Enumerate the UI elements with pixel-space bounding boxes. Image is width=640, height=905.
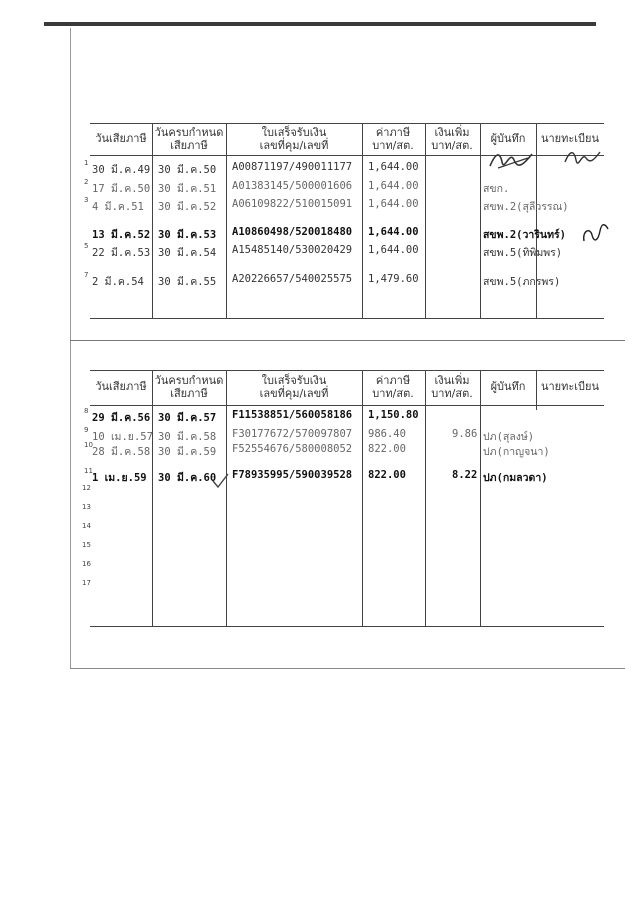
row-number: 16 [82,560,91,568]
receipt-number-cell: A01383145/500001606 [232,180,353,192]
table-2-header-line [90,405,604,406]
column-header-line: บาท/สต. [431,387,473,400]
table-1-top-line [90,123,604,124]
tax-amount-cell: 1,644.00 [368,244,419,256]
paid-date-cell: 22 มี.ค.53 [92,247,151,259]
table-2-col-line [480,370,481,626]
row-number: 2 [84,178,89,186]
officer-cell: สขพ.5(ภกรพร) [483,276,561,288]
officer-cell: สขพ.2(วารินทร์) [483,229,566,241]
recorder-cell: ปภ(สุลงษ์) [483,431,535,443]
column-header [520,380,620,393]
row-number: 9 [84,426,89,434]
tax-amount-cell: 822.00 [368,469,406,481]
row-number: 10 [84,441,93,449]
due-date-cell: 30 มี.ค.51 [158,183,217,195]
receipt-number-cell: F78935995/590039528 [232,469,353,481]
due-date-cell: 30 มี.ค.60 [158,472,217,484]
row-number: 15 [82,541,91,549]
paid-date-cell: 4 มี.ค.51 [92,201,144,213]
page-bottom-line [70,668,625,669]
column-header-line: เลขที่คุม/เลขที่ [259,387,329,400]
column-header-line: วันเสียภาษี [95,132,147,145]
paid-date-cell: 17 มี.ค.50 [92,183,151,195]
row-number: 5 [84,242,89,250]
table-2-col-line [226,370,227,626]
receipt-number-cell: A06109822/510015091 [232,198,353,210]
column-header [244,374,344,400]
column-header-line: เลขที่คุม/เลขที่ [259,139,329,152]
left-margin-line [70,28,71,668]
paid-date-cell: 29 มี.ค.56 [92,412,151,424]
column-header-line: วันครบกำหนด [154,374,224,387]
row-number: 11 [84,467,93,475]
paid-date-cell: 1 เม.ย.59 [92,472,147,484]
column-header-line: วันครบกำหนด [154,126,224,139]
paid-date-cell: 28 มี.ค.58 [92,446,151,458]
row-number: 17 [82,579,91,587]
receipt-number-cell: F11538851/560058186 [232,409,353,421]
column-header-line: ใบเสร็จรับเงิน [261,126,327,139]
due-date-cell: 30 มี.ค.53 [158,229,217,241]
officer-signature-icon [562,148,602,168]
tax-amount-cell: 1,150.80 [368,409,419,421]
receipt-number-cell: F30177672/570097807 [232,428,353,440]
column-header-line: ค่าภาษี [375,374,411,387]
column-header-line: เสียภาษี [170,387,208,400]
tax-amount-cell: 1,644.00 [368,226,419,238]
row-number: 8 [84,407,89,415]
table-2-col-line [152,370,153,626]
row-number: 12 [82,484,91,492]
officer-signature-icon [580,223,610,245]
table-1-col-line [480,123,481,318]
checkmark-icon [210,472,230,490]
column-header-line: นายทะเบียน [540,380,599,393]
surcharge-cell: 8.22 [452,469,478,481]
receipt-number-cell: A20226657/540025575 [232,273,353,285]
paid-date-cell: 2 มี.ค.54 [92,276,144,288]
receipt-number-cell: F52554676/580008052 [232,443,353,455]
due-date-cell: 30 มี.ค.55 [158,276,217,288]
section-separator [70,340,625,341]
paid-date-cell: 10 เม.ย.57 [92,431,153,443]
table-1-col-line [425,123,426,318]
table-2-col-line [425,370,426,626]
table-2-col-line [362,370,363,626]
receipt-number-cell: A10860498/520018480 [232,226,353,238]
column-header-line: ค่าภาษี [375,126,411,139]
paid-date-cell: 13 มี.ค.52 [92,229,151,241]
table-2-bottom-line [90,626,604,627]
officer-cell: สขพ.5(ทิพิมพร) [483,247,563,259]
table-2-top-line [90,370,604,371]
officer-cell: สขก. [483,183,510,195]
table-1-col-line [226,123,227,318]
column-header-line: เงินเพิ่ม [434,374,470,387]
column-header-line: บาท/สต. [431,139,473,152]
column-header [520,132,620,145]
row-number: 13 [82,503,91,511]
top-border [44,22,596,26]
recorder-cell: ปภ(กมลวดา) [483,472,548,484]
row-number: 3 [84,196,89,204]
column-header [139,374,239,400]
column-header [244,126,344,152]
officer-cell: สขพ.2(สุลีวรรณ) [483,201,569,213]
row-number: 7 [84,271,89,279]
due-date-cell: 30 มี.ค.54 [158,247,217,259]
row-number: 14 [82,522,91,530]
tax-amount-cell: 1,644.00 [368,161,419,173]
column-header [139,126,239,152]
recorder-cell: ปภ(กาญจนา) [483,446,550,458]
column-header-line: ผู้บันทึก [490,132,526,145]
tax-amount-cell: 1,479.60 [368,273,419,285]
table-1-col-line [152,123,153,318]
tax-amount-cell: 1,644.00 [368,180,419,192]
tax-amount-cell: 1,644.00 [368,198,419,210]
table-1-bottom-line [90,318,604,319]
due-date-cell: 30 มี.ค.50 [158,164,217,176]
receipt-number-cell: A15485140/530020429 [232,244,353,256]
column-header-line: วันเสียภาษี [95,380,147,393]
column-header-line: บาท/สต. [372,139,414,152]
column-header-line: นายทะเบียน [540,132,599,145]
column-header-line: เงินเพิ่ม [434,126,470,139]
column-header-line: บาท/สต. [372,387,414,400]
tax-amount-cell: 822.00 [368,443,406,455]
row-number: 1 [84,159,89,167]
due-date-cell: 30 มี.ค.57 [158,412,217,424]
table-1-col-line [362,123,363,318]
paid-date-cell: 30 มี.ค.49 [92,164,151,176]
column-header-line: เสียภาษี [170,139,208,152]
due-date-cell: 30 มี.ค.58 [158,431,217,443]
tax-amount-cell: 986.40 [368,428,406,440]
surcharge-cell: 9.86 [452,428,478,440]
receipt-number-cell: A00871197/490011177 [232,161,353,173]
due-date-cell: 30 มี.ค.59 [158,446,217,458]
recorder-signature-icon [488,148,536,172]
column-header-line: ใบเสร็จรับเงิน [261,374,327,387]
due-date-cell: 30 มี.ค.52 [158,201,217,213]
column-header-line: ผู้บันทึก [490,380,526,393]
